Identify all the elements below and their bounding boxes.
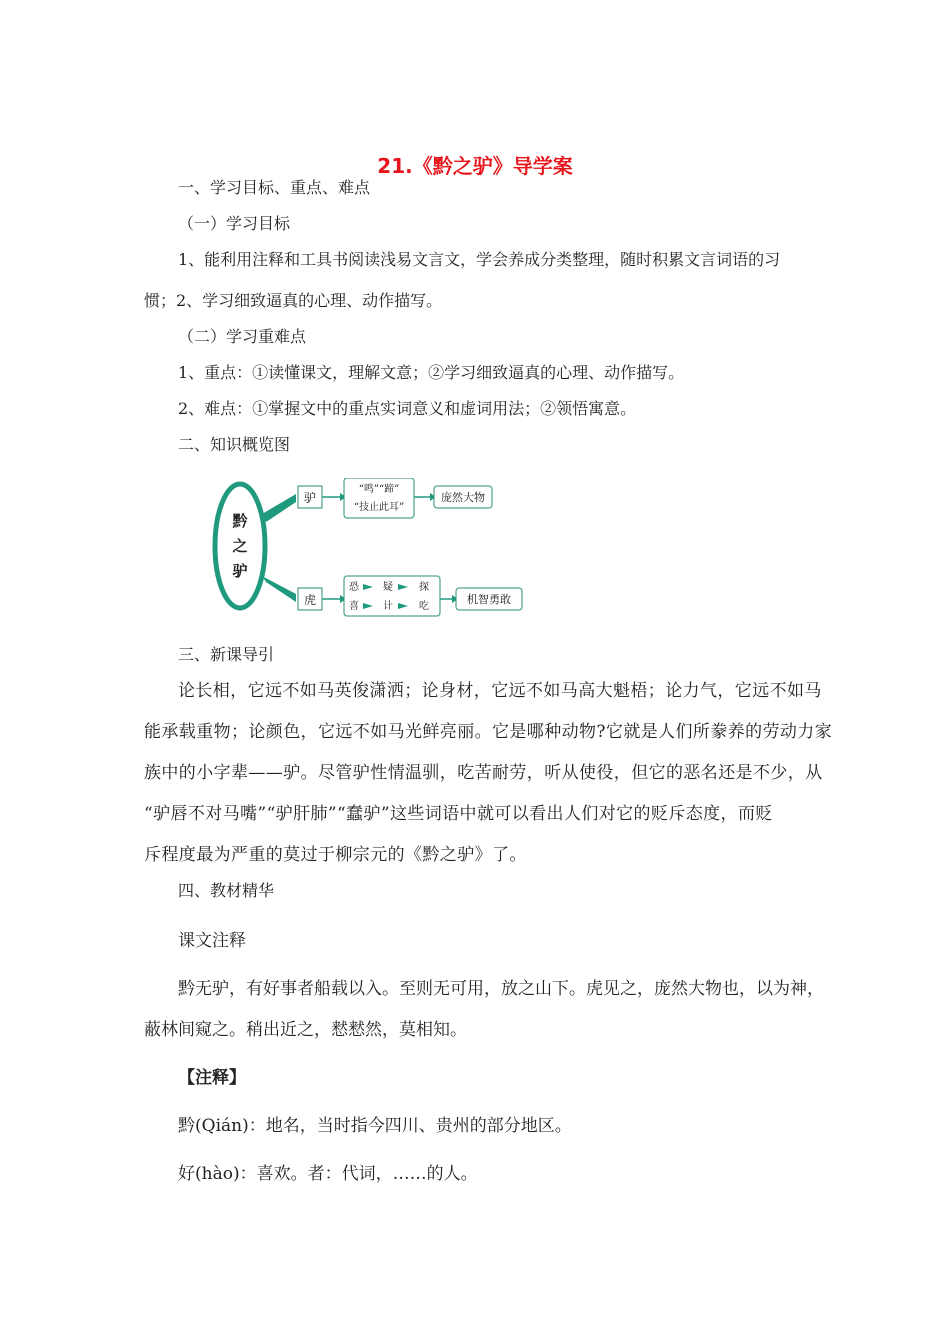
subheading-key-points: （二）学习重难点	[178, 327, 307, 346]
section-heading-3: 三、新课导引	[178, 645, 275, 664]
tiger-step-4: 喜	[349, 601, 359, 612]
section-heading-4: 四、教材精华	[178, 881, 275, 900]
knowledge-diagram	[210, 478, 530, 618]
tiger-step-2: 疑	[383, 582, 393, 593]
page-title: 21.《黔之驴》导学案	[377, 154, 573, 178]
subheading-goals: （一）学习目标	[178, 214, 291, 233]
center-char-3: 驴	[232, 562, 248, 580]
tiger-label: 虎	[303, 593, 317, 607]
donkey-result: 庞然大物	[441, 491, 485, 504]
note-qian: 黔(Qián)：地名，当时指今四川、贵州的部分地区。	[178, 1116, 572, 1136]
difficult-point: 2、难点：①掌握文中的重点实词意义和虚词用法；②领悟寓意。	[178, 399, 637, 418]
key-point: 1、重点：①读懂课文，理解文意；②学习细致逼真的心理、动作描写。	[178, 363, 685, 382]
section-heading-2: 二、知识概览图	[178, 435, 291, 454]
intro-para-line-2: 能承载重物；论颜色，它远不如马光鲜亮丽。它是哪种动物?它就是人们所豢养的劳动力家	[144, 722, 833, 742]
donkey-quote-2: “技止此耳”	[353, 502, 405, 513]
intro-para-line-3: 族中的小字辈——驴。尽管驴性情温驯，吃苦耐劳，听从使役，但它的恶名还是不少，从	[144, 763, 823, 783]
intro-para-line-4: “驴唇不对马嘴”“驴肝肺”“蠢驴”这些词语中就可以看出人们对它的贬斥态度，而贬	[144, 804, 773, 824]
tiger-step-1: 恐	[349, 582, 359, 593]
tiger-step-3: 探	[419, 582, 429, 593]
goal-line-2: 惯；2、学习细致逼真的心理、动作描写。	[144, 291, 443, 310]
branch-arrow-top	[262, 494, 296, 522]
tiger-step-6: 吃	[419, 601, 429, 612]
intro-para-line-5: 斥程度最为严重的莫过于柳宗元的《黔之驴》了。	[144, 845, 527, 865]
section-heading-1: 一、学习目标、重点、难点	[178, 178, 371, 197]
tiger-result: 机智勇敢	[467, 593, 511, 606]
branch-arrow-bottom	[262, 576, 296, 602]
donkey-quote-1: “鸣”“蹄”	[358, 484, 400, 495]
notes-heading: 【注释】	[178, 1068, 246, 1088]
center-char-1: 黔	[232, 512, 248, 530]
note-hao: 好(hào)：喜欢。者：代词，……的人。	[178, 1164, 478, 1184]
intro-para-line-1: 论长相，它远不如马英俊潇洒；论身材，它远不如马高大魁梧；论力气，它远不如马	[178, 681, 822, 701]
source-text-line-1: 黔无驴，有好事者船载以入。至则无可用，放之山下。虎见之，庞然大物也，以为神，	[178, 979, 824, 999]
source-text-line-2: 蔽林间窥之。稍出近之，慭慭然，莫相知。	[144, 1020, 467, 1040]
donkey-label: 驴	[303, 491, 317, 505]
center-char-2: 之	[232, 537, 248, 555]
tiger-step-5: 计	[383, 601, 393, 612]
text-annotation-heading: 课文注释	[178, 931, 246, 951]
goal-line-1: 1、能利用注释和工具书阅读浅易文言文，学会养成分类整理，随时积累文言词语的习	[178, 250, 781, 269]
